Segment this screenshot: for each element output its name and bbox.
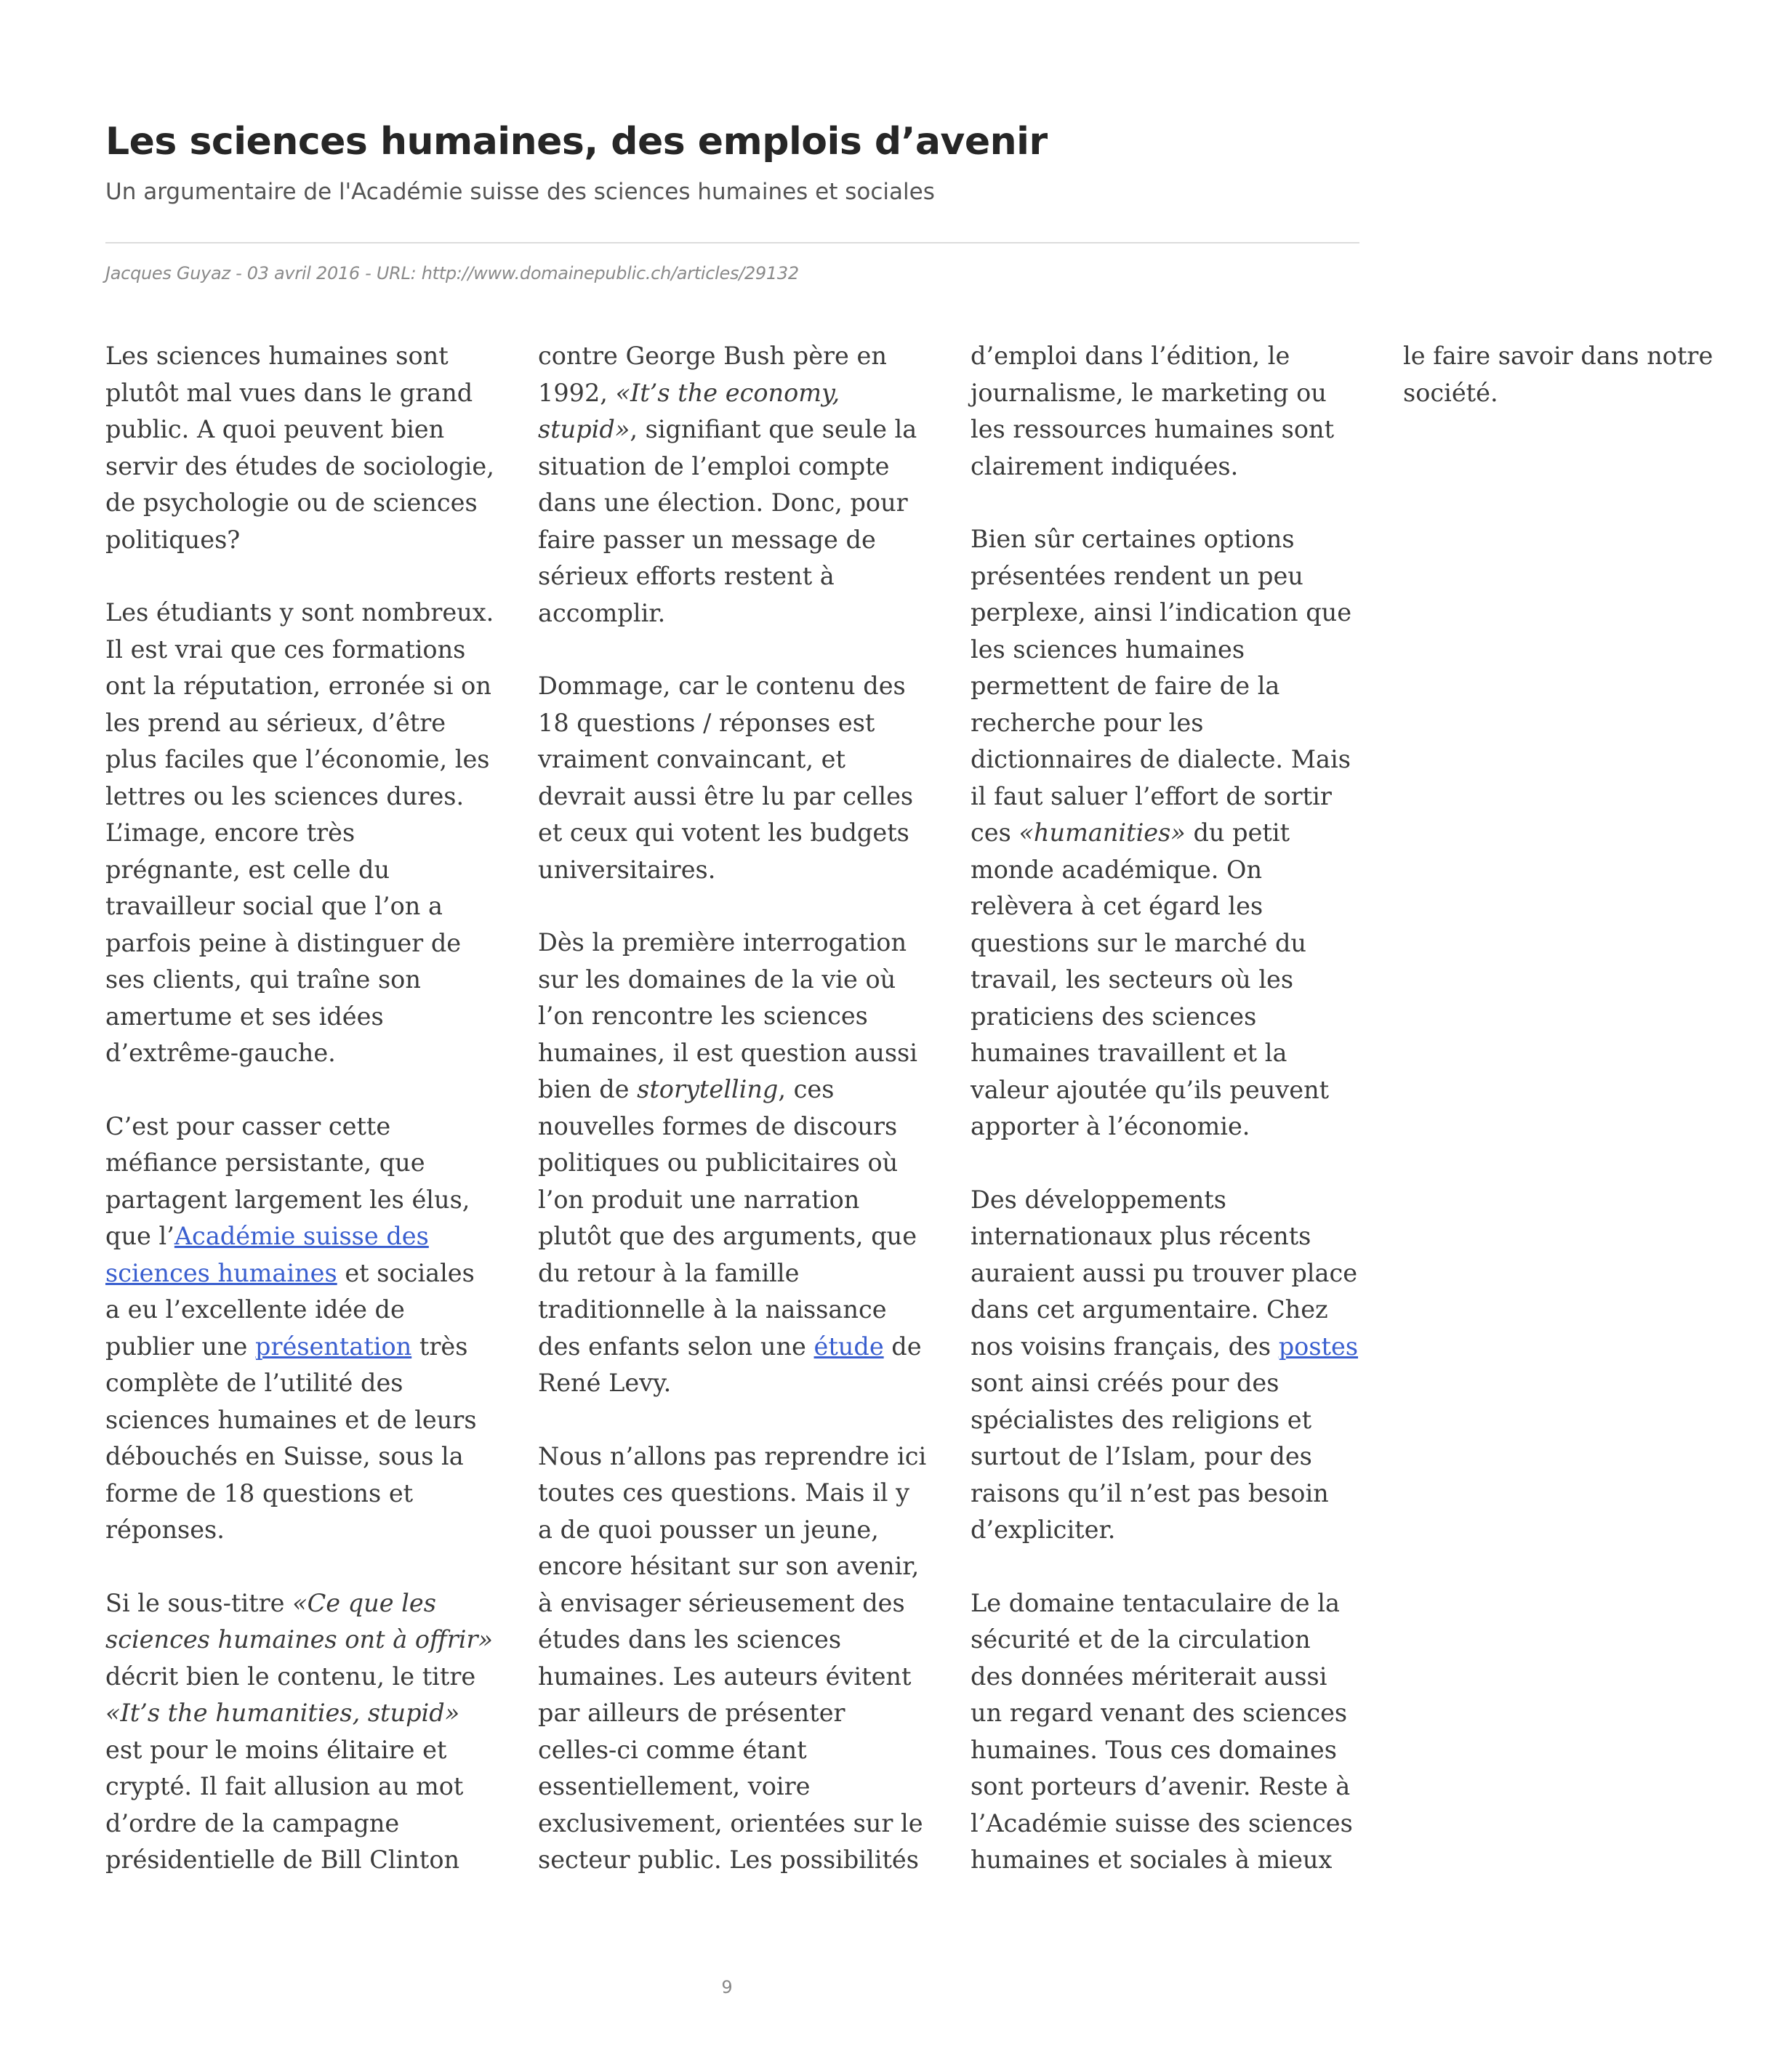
emphasis: «It’s the humanities, stupid»	[105, 1699, 460, 1727]
text-span: de René Levy.	[538, 1332, 922, 1397]
paragraph-7: Nous n’allons pas reprendre ici toutes ces questions. Mais il y a de quoi pousser un jeune, encore hésitant sur son avenir, à envisager sérieusement des études dans les sciences humaines. Les auteurs évitent par ailleurs de présenter celles-ci comme étant essentiellement, voire exclusivement, orientées sur le secteur public. Les possibilités d’emploi dans l’édition, le journalisme, le marketing ou les ressources humaines sont clairement indiquées.	[538, 342, 1335, 1874]
emphasis: storytelling	[637, 1075, 779, 1103]
academie-link[interactable]: Académie suisse des sciences humaines	[105, 1222, 429, 1287]
article-title: Les sciences humaines, des emplois d’avenir	[105, 120, 1048, 164]
paragraph-1: Les sciences humaines sont plutôt mal vues dans le grand public. A quoi peuvent bien servir des études de sociologie, de psychologie ou de sciences politiques?	[105, 342, 494, 554]
postes-link[interactable]: postes	[1278, 1332, 1359, 1361]
paragraph-3	[105, 1108, 494, 1549]
text-span: sont ainsi créés pour des spécialistes des religions et surtout de l’Islam, pour des raisons qu’il n’est pas besoin d’expliciter.	[971, 1369, 1329, 1544]
article-body	[105, 338, 1713, 1893]
text-span: Des développements internationaux plus récents auraient aussi pu trouver place dans cet argumentaire. Chez nos voisins français, des	[971, 1185, 1358, 1361]
text-span: , signifiant que seule la situation de l’emploi compte dans une élection. Donc, pour faire passer un message de sérieux efforts restent à accomplir.	[538, 415, 917, 627]
text-span: Dès la première interrogation sur les domaines de la vie où l’on rencontre les sciences humaines, il est question aussi bien de	[538, 928, 917, 1103]
paragraph-5: Dommage, car le contenu des 18 questions / réponses est vraiment convaincant, et devrait aussi être lu par celles et ceux qui votent les budgets universitaires.	[538, 672, 914, 884]
text-span: , ces nouvelles formes de discours politiques ou publicitaires où l’on produit une narration plutôt que des arguments, que du retour à la famille traditionnelle à la naissance des enfants selon une	[538, 1075, 917, 1361]
text-span: C’est pour casser cette méfiance persistante, que partagent largement les élus, que l’	[105, 1111, 470, 1250]
paragraph-6	[538, 925, 927, 1402]
emphasis: «humanities»	[1018, 818, 1186, 847]
text-span: du petit monde académique. On relèvera à cet égard les questions sur le marché du travail, les secteurs où les praticiens des sciences humaines travaillent et la valeur ajoutée qu’ils peuvent apporter à l’économie.	[971, 818, 1330, 1140]
text-span: Si le sous-titre	[105, 1588, 293, 1617]
presentation-link[interactable]: présentation	[255, 1332, 412, 1361]
article-subtitle: Un argumentaire de l'Académie suisse des sciences humaines et sociales	[105, 179, 935, 205]
paragraph-10: Le domaine tentaculaire de la sécurité et de la circulation des données mériterait aussi un regard venant des sciences humaines. Tous ces domaines sont porteurs d’avenir. Reste à l’Académie suisse des sciences humaines et sociales à mieux le faire savoir dans notre société.	[971, 342, 1713, 1874]
page-number: 9	[721, 1977, 733, 1997]
paragraph-8	[971, 521, 1359, 1146]
text-span: décrit bien le contenu, le titre	[105, 1662, 476, 1691]
text-span: est pour le moins élitaire et crypté. Il fait allusion au mot d’ordre de la campagne présidentielle de Bill Clinton contre George Bush père en 1992,	[105, 342, 887, 1874]
emphasis: «It’s the economy, stupid»	[538, 378, 840, 443]
article-byline: Jacques Guyaz - 03 avril 2016 - URL: http://www.domainepublic.ch/articles/29132	[105, 263, 799, 283]
text-span: Bien sûr certaines options présentées rendent un peu perplexe, ainsi l’indication que les sciences humaines permettent de faire de la recherche pour les dictionnaires de dialecte. Mais il faut saluer l’effort de sortir ces	[971, 525, 1352, 847]
header-divider	[105, 242, 1359, 243]
text-span: et sociales a eu l’excellente idée de publier une	[105, 1258, 475, 1361]
paragraph-9	[971, 1182, 1359, 1549]
text-span: très complète de l’utilité des sciences humaines et de leurs débouchés en Suisse, sous la forme de 18 questions et réponses.	[105, 1332, 477, 1544]
paragraph-2: Les étudiants y sont nombreux. Il est vrai que ces formations ont la réputation, erronée si on les prend au sérieux, d’être plus faciles que l’économie, les lettres ou les sciences dures. L’image, encore très prégnante, est celle du travailleur social que l’on a parfois peine à distinguer de ses clients, qui traîne son amertume et ses idées d’extrême-gauche.	[105, 598, 494, 1067]
emphasis: «Ce que les sciences humaines ont à offrir»	[105, 1588, 493, 1654]
etude-link[interactable]: étude	[813, 1332, 884, 1361]
